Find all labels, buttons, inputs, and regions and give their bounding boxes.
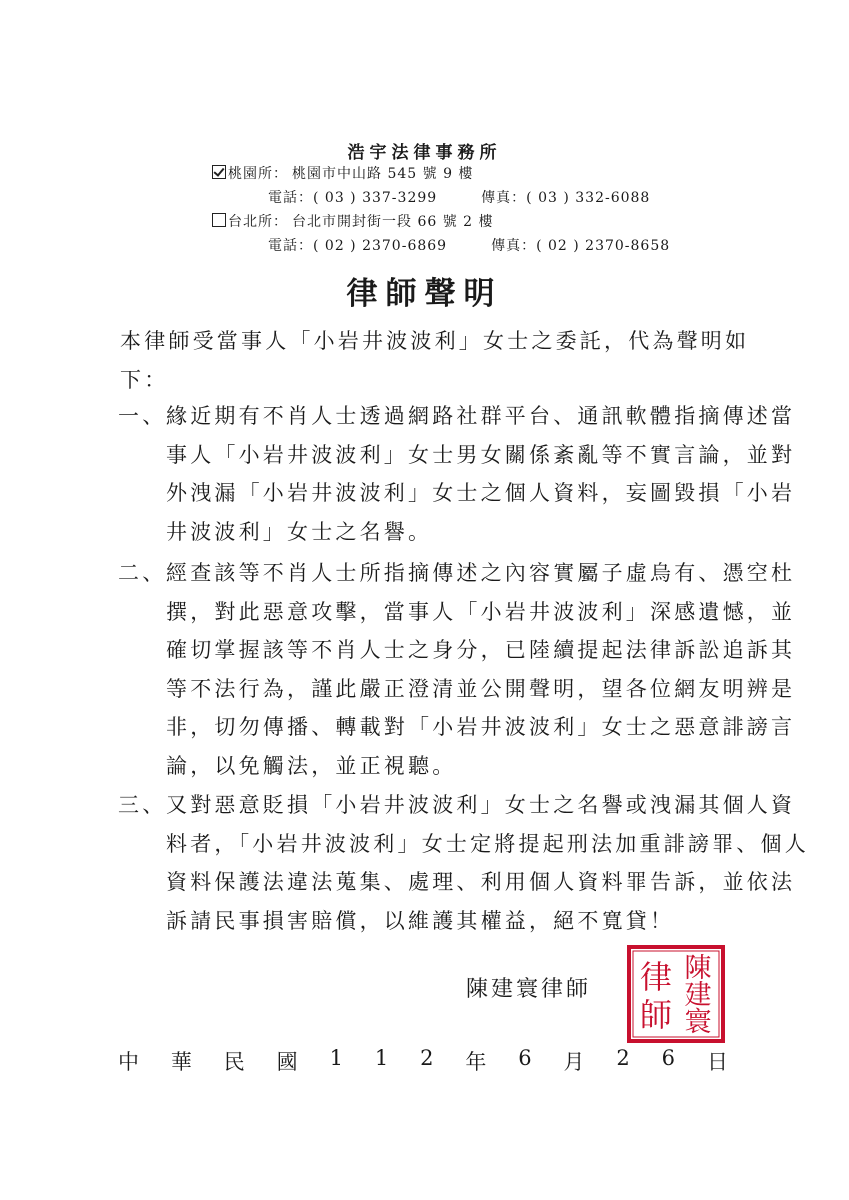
item-number: 二、 — [118, 561, 167, 585]
office2-fax: 傳真：( 02 ) 2370-8658 — [491, 238, 671, 254]
date-char: 2 — [616, 1046, 630, 1070]
office1-phone: 電話：( 03 ) 337-3299 — [268, 190, 438, 206]
unchecked-box-icon — [212, 213, 226, 227]
seal-char: 師 — [639, 996, 673, 1034]
date-char: 年 — [465, 1050, 487, 1074]
signer-name: 陳建寰律師 — [466, 977, 592, 1002]
date-char: 國 — [276, 1050, 298, 1074]
date-char: 日 — [706, 1050, 728, 1074]
statement-item-2 — [118, 554, 811, 785]
item-number: 三、 — [118, 793, 167, 817]
office2-phone: 電話：( 02 ) 2370-6869 — [268, 238, 448, 254]
office2-address-line — [212, 211, 494, 231]
lawyer-seal-stamp — [626, 944, 726, 1044]
date-char: 中 — [118, 1050, 139, 1074]
statement-item-1 — [118, 397, 811, 551]
date-char: 1 — [374, 1046, 389, 1070]
statement-item-3 — [118, 786, 811, 940]
document-date — [118, 1046, 728, 1076]
seal-char: 寰 — [684, 1007, 712, 1038]
seal-char: 建 — [684, 980, 712, 1011]
item-text: 經查該等不肖人士所指摘傳述之內容實屬子虛烏有、憑空杜撰，對此惡意攻擊，當事人「小岩井波波利」深感遺憾，並確切掌握該等不肖人士之身分，已陸續提起法律訴訟追訴其等不法行為，謹此嚴正澄清並公開聲明，望各位網友明辨是非，切勿傳播、轉載對「小岩井波波利」女士之惡意誹謗言論，以免觸法，並正視聽。 — [166, 561, 796, 778]
item-text: 緣近期有不肖人士透過網路社群平台、通訊軟體指摘傳述當事人「小岩井波波利」女士男女關係紊亂等不實言論，並對外洩漏「小岩井波波利」女士之個人資料，妄圖毀損「小岩井波波利」女士之名譽。 — [166, 404, 796, 544]
office1-address: 桃園市中山路 545 號 9 樓 — [292, 166, 474, 182]
document-title: 律師聲明 — [346, 276, 503, 312]
office2-contact-line — [212, 235, 670, 255]
seal-char: 律 — [639, 958, 673, 996]
seal-char: 陳 — [684, 953, 712, 984]
office1-fax: 傳真：( 03 ) 332-6088 — [481, 190, 651, 206]
date-char: 6 — [518, 1046, 532, 1070]
date-char: 2 — [420, 1046, 434, 1070]
date-char: 華 — [170, 1050, 192, 1074]
firm-name: 浩宇法律事務所 — [347, 143, 502, 163]
item-text: 又對惡意貶損「小岩井波波利」女士之名譽或洩漏其個人資料者，「小岩井波波利」女士定將提起刑法加重誹謗罪、個人資料保護法違法蒐集、處理、利用個人資料罪告訴，並依法訴請民事損害賠償，以維護其權益，絕不寬貸！ — [166, 793, 809, 933]
item-number: 一、 — [118, 404, 167, 428]
date-char: 月 — [563, 1050, 585, 1074]
office2-address: 台北市開封街一段 66 號 2 樓 — [292, 214, 494, 230]
office1-address-line — [212, 163, 473, 183]
date-char: 6 — [661, 1046, 676, 1070]
office1-contact-line — [212, 187, 650, 207]
date-char: 民 — [223, 1050, 245, 1074]
intro-paragraph: 本律師受當事人「小岩井波波利」女士之委託，代為聲明如下： — [120, 329, 750, 392]
office1-label: 桃園所： — [228, 166, 288, 182]
checked-box-icon — [212, 165, 226, 179]
office2-label: 台北所： — [228, 214, 288, 230]
date-char: 1 — [329, 1046, 343, 1070]
